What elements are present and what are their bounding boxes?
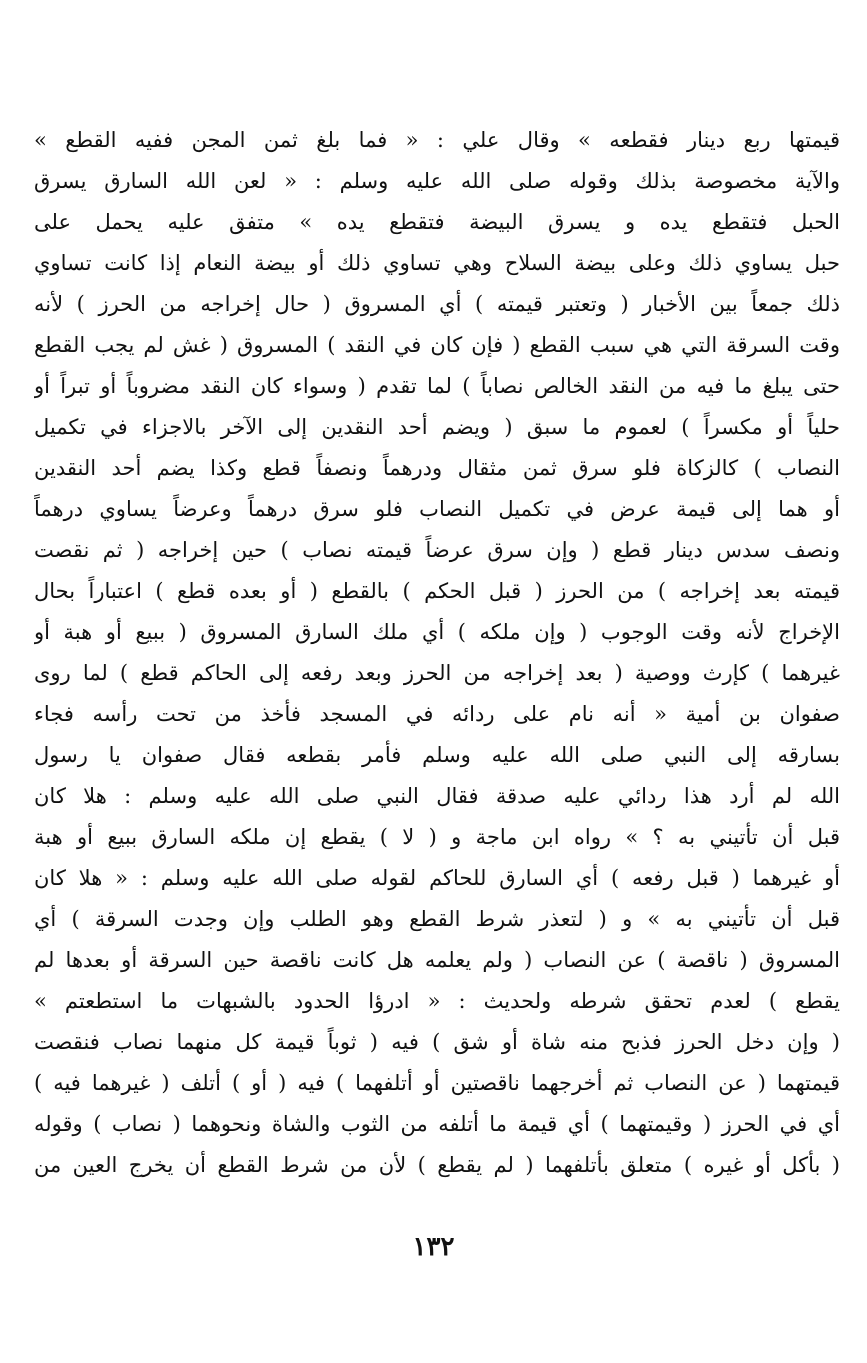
text-line: أو غيرهما ( قبل رفعه ) أي السارق للحاكم لقوله صلى الله عليه وسلم : « هلا كان <box>34 866 840 890</box>
text-line: حبل يساوي ذلك وعلى بيضة السلاح وهي تساوي ذلك أو بيضة النعام إذا كانت تساوي <box>34 251 840 275</box>
text-line: قيمتها ربع دينار فقطعه » وقال علي : « فما بلغ ثمن المجن ففيه القطع » <box>34 128 840 152</box>
text-line: الإخراج لأنه وقت الوجوب ( وإن ملكه ) أي ملك السارق المسروق ( ببيع أو هبة أو <box>34 620 840 644</box>
text-line: بسارقه إلى النبي صلى الله عليه وسلم فأمر بقطعه فقال صفوان يا رسول <box>34 743 840 767</box>
text-line: يقطع ) لعدم تحقق شرطه ولحديث : « ادرؤا الحدود بالشبهات ما استطعتم » <box>34 989 840 1013</box>
text-line: صفوان بن أمية « أنه نام على ردائه في المسجد فأخذ من تحت رأسه فجاء <box>34 702 840 726</box>
text-line: ( بأكل أو غيره ) متعلق بأتلفهما ( لم يقطع ) لأن من شرط القطع أن يخرج العين من <box>34 1153 840 1177</box>
text-line: قيمته بعد إخراجه ) من الحرز ( قبل الحكم ) بالقطع ( أو بعده قطع ) اعتباراً بحال <box>34 579 840 603</box>
text-line: حلياً أو مكسراً ) لعموم ما سبق ( ويضم أحد النقدين إلى الآخر بالاجزاء في تكميل <box>34 415 840 439</box>
text-line: ونصف سدس دينار قطع ( وإن سرق عرضاً قيمته نصاب ) حين إخراجه ( ثم نقصت <box>34 538 840 562</box>
text-line: قبل أن تأتيني به ؟ » رواه ابن ماجة و ( لا ) يقطع إن ملكه السارق ببيع أو هبة <box>34 825 840 849</box>
body-text <box>34 120 840 1186</box>
text-line: غيرهما ) كإرث ووصية ( بعد إخراجه من الحرز وبعد رفعه إلى الحاكم قطع ) لما روى <box>34 661 840 685</box>
text-line: ذلك جمعاً بين الأخبار ( وتعتبر قيمته ) أي المسروق ( حال إخراجه من الحرز ) لأنه <box>34 292 840 316</box>
text-line: ( وإن دخل الحرز فذبح منه شاة أو شق ) فيه ( ثوباً قيمة كل منهما نصاب فنقصت <box>34 1030 840 1054</box>
text-line: قيمتهما ( عن النصاب ثم أخرجهما ناقصتين أو أتلفهما ) فيه ( أو ) أتلف ( غيرهما فيه ) <box>34 1071 840 1095</box>
text-line: أي في الحرز ( وقيمتهما ) أي قيمة ما أتلفه من الثوب والشاة ونحوهما ( نصاب ) وقوله <box>34 1112 840 1136</box>
text-line: المسروق ( ناقصة ) عن النصاب ( ولم يعلمه هل كانت ناقصة حين السرقة أو بعدها لم <box>34 948 840 972</box>
page-number: ١٣٢ <box>412 1232 455 1262</box>
text-line: الحبل فتقطع يده و يسرق البيضة فتقطع يده » متفق عليه يحمل على <box>34 210 840 234</box>
text-line: حتى يبلغ ما فيه من النقد الخالص نصاباً ) لما تقدم ( وسواء كان النقد مضروباً أو تبراً أو <box>34 374 840 398</box>
text-line: قبل أن تأتيني به » و ( لتعذر شرط القطع وهو الطلب وإن وجدت السرقة ) أي <box>34 907 840 931</box>
text-line: والآية مخصوصة بذلك وقوله صلى الله عليه وسلم : « لعن الله السارق يسرق <box>34 169 840 193</box>
text-line: أو هما إلى قيمة عرض في تكميل النصاب فلو سرق درهماً وعرضاً يساوي درهماً <box>34 497 840 521</box>
text-line: النصاب ) كالزكاة فلو سرق ثمن مثقال ودرهماً ونصفاً قطع وكذا يضم أحد النقدين <box>34 456 840 480</box>
text-line: وقت السرقة التي هي سبب القطع ( فإن كان في النقد ) المسروق ( غش لم يجب القطع <box>34 333 840 357</box>
text-line: الله لم أرد هذا ردائي عليه صدقة فقال النبي صلى الله عليه وسلم : هلا كان <box>34 784 840 808</box>
